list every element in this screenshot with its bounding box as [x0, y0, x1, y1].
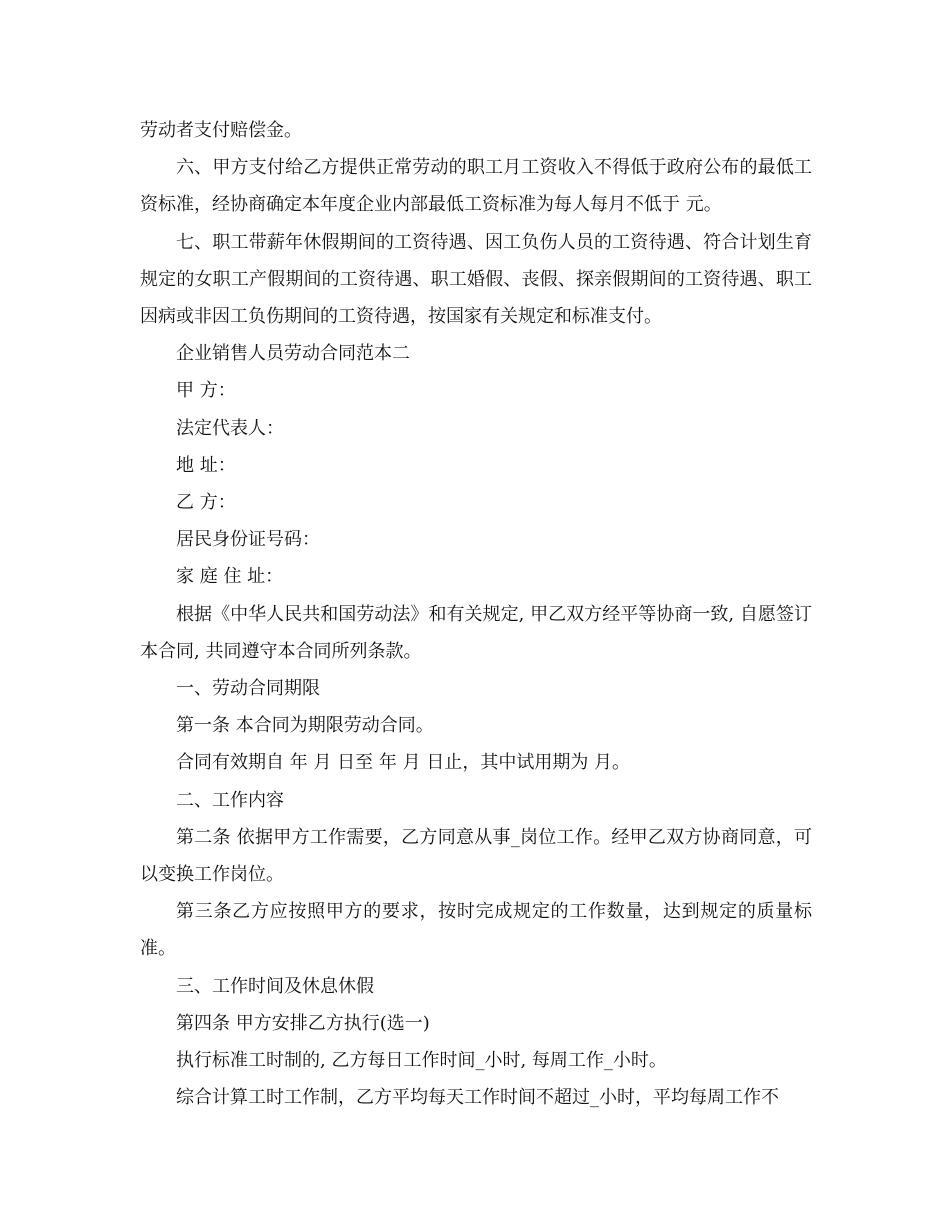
party-b-field: 乙 方：: [176, 492, 236, 514]
section-heading-working-hours: 三、工作时间及休息休假: [176, 975, 374, 997]
article-two: 第二条 依据甲方工作需要，乙方同意从事_岗位工作。经甲乙双方协商同意，可以变换工作岗位。: [140, 826, 812, 886]
paragraph-preamble: 根据《中华人民共和国劳动法》和有关规定, 甲乙双方经平等协商一致, 自愿签订本合同, 共同遵守本合同所列条款。: [140, 603, 812, 662]
paragraph-continuation: 劳动者支付赔偿金。: [140, 120, 302, 141]
article-one: 第一条 本合同为期限劳动合同。: [176, 715, 434, 737]
id-number-field: 居民身份证号码：: [176, 529, 320, 551]
paragraph-validity-period: 合同有效期自 年 月 日至 年 月 日止，其中试用期为 月。: [176, 752, 631, 774]
party-a-field: 甲 方：: [176, 380, 236, 402]
article-four: 第四条 甲方安排乙方执行(选一): [176, 1012, 430, 1034]
section-heading-term: 一、劳动合同期限: [176, 678, 320, 700]
paragraph-comprehensive-hours: 综合计算工时工作制，乙方平均每天工作时间不超过_小时，平均每周工作不: [176, 1087, 779, 1109]
home-address-field: 家 庭 住 址：: [176, 566, 284, 588]
contract-title: 企业销售人员劳动合同范本二: [176, 343, 410, 365]
paragraph-clause-six: 六、甲方支付给乙方提供正常劳动的职工月工资收入不得低于政府公布的最低工资标准，经协商确定本年度企业内部最低工资标准为每人每月不低于 元。: [140, 157, 812, 216]
address-field: 地 址：: [176, 454, 236, 476]
article-three: 第三条乙方应按照甲方的要求，按时完成规定的工作数量，达到规定的质量标准。: [140, 901, 812, 960]
document-body: [140, 112, 812, 1116]
section-heading-work-content: 二、工作内容: [176, 789, 284, 811]
legal-representative-field: 法定代表人：: [176, 417, 284, 439]
paragraph-clause-seven: 七、职工带薪年休假期间的工资待遇、因工负伤人员的工资待遇、符合计划生育规定的女职工产假期间的工资待遇、职工婚假、丧假、探亲假期间的工资待遇、职工因病或非因工负伤期间的工资待遇，按国家有关规定和标准支付。: [140, 231, 812, 328]
paragraph-standard-hours: 执行标准工时制的, 乙方每日工作时间_小时, 每周工作_小时。: [176, 1050, 667, 1072]
